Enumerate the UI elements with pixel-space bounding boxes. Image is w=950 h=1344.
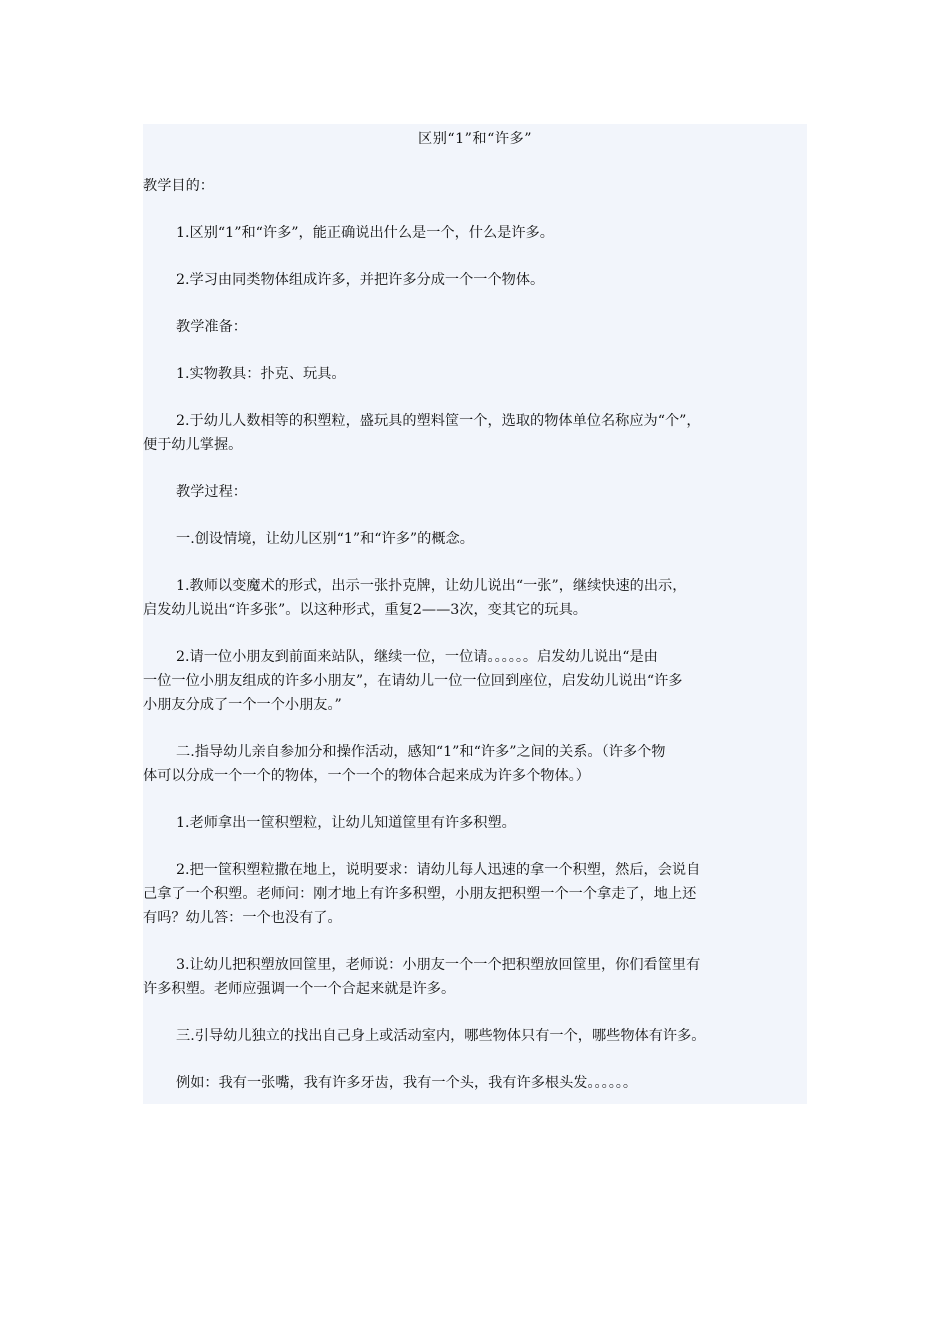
- paragraph-line: 教学准备：: [176, 319, 247, 335]
- paragraph-line: 一.创设情境，让幼儿区别“1”和“许多”的概念。: [176, 531, 474, 547]
- paragraph-list: [143, 174, 807, 1095]
- paragraph-line: 教学目的：: [143, 178, 214, 194]
- paragraph-line: 许多积塑。老师应强调一个一个合起来就是许多。: [143, 981, 456, 997]
- paragraph-line: 一位一位小朋友组成的许多小朋友”，在请幼儿一位一位回到座位，启发幼儿说出“许多: [143, 673, 683, 689]
- paragraph-line: 体可以分成一个一个的物体，一个一个的物体合起来成为许多个物体。）: [143, 768, 590, 784]
- paragraph-line: 1.老师拿出一筐积塑粒，让幼儿知道筐里有许多积塑。: [176, 815, 516, 831]
- paragraph-line: 例如：我有一张嘴，我有许多牙齿，我有一个头，我有许多根头发。。。。。。: [176, 1075, 638, 1091]
- document-body: [143, 124, 807, 1095]
- paragraph-line: 三.引导幼儿独立的找出自己身上或活动室内，哪些物体只有一个，哪些物体有许多。: [176, 1028, 706, 1044]
- paragraph-line: 2.学习由同类物体组成许多，并把许多分成一个一个物体。: [176, 272, 545, 288]
- paragraph-line: 己拿了一个积塑。老师问：刚才地上有许多积塑，小朋友把积塑一个一个拿走了，地上还: [143, 886, 697, 902]
- paragraph-line: 教学过程：: [176, 484, 247, 500]
- paragraph-line: 3.让幼儿把积塑放回筐里，老师说：小朋友一个一个把积塑放回筐里，你们看筐里有: [176, 957, 701, 973]
- paragraph-line: 1.实物教具：扑克、玩具。: [176, 366, 346, 382]
- paragraph-line: 1.区别“1”和“许多”，能正确说出什么是一个，什么是许多。: [176, 225, 554, 241]
- paragraph-line: 2.于幼儿人数相等的积塑粒，盛玩具的塑料筐一个，选取的物体单位名称应为“个”，: [176, 413, 701, 429]
- document-title: 区别“1”和“许多”: [418, 131, 532, 147]
- paragraph-line: 有吗？幼儿答：一个也没有了。: [143, 910, 342, 926]
- paragraph-line: 1.教师以变魔术的形式，出示一张扑克牌，让幼儿说出“一张”，继续快速的出示，: [176, 578, 687, 594]
- paragraph-line: 二.指导幼儿亲自参加分和操作活动，感知“1”和“许多”之间的关系。（许多个物: [176, 744, 666, 760]
- paragraph-line: 小朋友分成了一个一个小朋友。”: [143, 697, 342, 713]
- paragraph-line: 启发幼儿说出“许多张”。以这种形式，重复2——3次，变其它的玩具。: [143, 602, 587, 618]
- paragraph-line: 便于幼儿掌握。: [143, 437, 243, 453]
- paragraph-line: 2.把一筐积塑粒撒在地上，说明要求：请幼儿每人迅速的拿一个积塑，然后，会说自: [176, 862, 701, 878]
- paragraph-line: 2.请一位小朋友到前面来站队，继续一位，一位请。。。。。。启发幼儿说出“是由: [176, 649, 658, 665]
